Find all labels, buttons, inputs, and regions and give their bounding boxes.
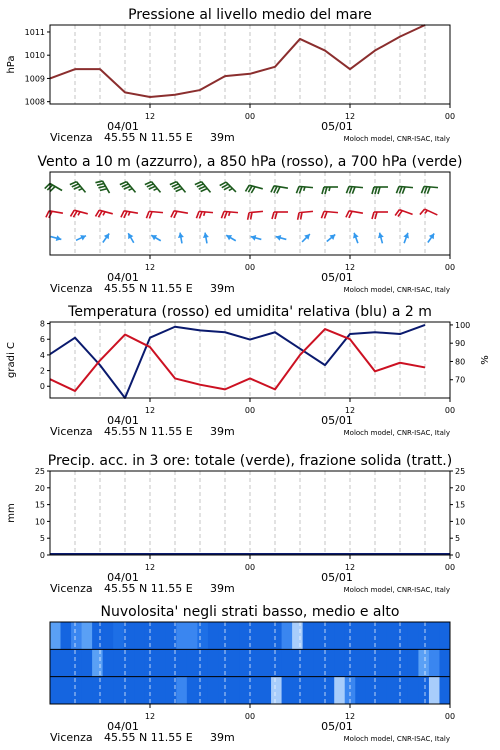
wind-barb-half xyxy=(129,189,133,191)
wind-barb-half xyxy=(329,187,330,191)
x-tick-label: 00 xyxy=(244,406,256,415)
wind-barb-feather xyxy=(70,182,77,185)
panel-3 xyxy=(6,453,465,595)
model-credit: Moloch model, CNR-ISAC, Italy xyxy=(343,135,450,143)
date-label: 05/01 xyxy=(321,720,353,733)
wind-barb-feather xyxy=(221,211,224,218)
date-label: 04/01 xyxy=(107,414,139,427)
x-tick-label: 00 xyxy=(244,563,256,572)
cloud-cell xyxy=(313,677,324,704)
panel-1 xyxy=(37,154,462,295)
cloud-cell xyxy=(208,649,219,676)
cloud-cell xyxy=(387,649,398,676)
x-tick-label: 12 xyxy=(144,712,156,721)
panel-2 xyxy=(6,304,491,438)
cloud-cell xyxy=(261,622,272,649)
cloud-cell xyxy=(292,649,303,676)
cloud-cell xyxy=(387,622,398,649)
panel-title: Vento a 10 m (azzurro), a 850 hPa (rosso), a 700 hPa (verde) xyxy=(37,154,463,170)
location-name: Vicenza xyxy=(50,282,93,295)
date-label: 05/01 xyxy=(321,414,353,427)
cloud-cell xyxy=(429,622,440,649)
cloud-cell xyxy=(113,677,124,704)
cloud-cell xyxy=(239,649,250,676)
cloud-cell xyxy=(103,649,114,676)
model-credit: Moloch model, CNR-ISAC, Italy xyxy=(343,586,450,594)
wind-barb-half xyxy=(103,212,105,216)
cloud-cell xyxy=(134,677,145,704)
location-elevation: 39m xyxy=(210,131,235,144)
cloud-cell xyxy=(239,677,250,704)
wind-barb-feather xyxy=(171,211,174,218)
cloud-cell xyxy=(397,622,408,649)
cloud-cell xyxy=(61,677,72,704)
cloud-cell xyxy=(187,677,198,704)
wind-barb-feather xyxy=(372,187,374,194)
cloud-cell xyxy=(176,622,187,649)
wind-barb-feather xyxy=(301,212,302,219)
model-credit: Moloch model, CNR-ISAC, Italy xyxy=(343,286,450,294)
cloud-cell xyxy=(429,649,440,676)
y-axis-label: hPa xyxy=(6,55,17,74)
wind-barb-feather xyxy=(296,186,299,193)
wind-barb-feather xyxy=(100,189,107,191)
panel-title: Temperatura (rosso) ed umidita' relativa (blu) a 2 m xyxy=(68,304,432,320)
wind-barb-feather xyxy=(420,209,425,214)
wind-barb-half xyxy=(128,212,130,216)
date-label: 04/01 xyxy=(107,120,139,133)
humidity-line xyxy=(50,325,425,398)
y-tick-label: 20 xyxy=(34,483,45,493)
y-tick-label: 25 xyxy=(34,467,45,476)
y-axis-label: mm xyxy=(6,503,17,523)
cloud-cell xyxy=(271,622,282,649)
cloud-cell xyxy=(92,622,103,649)
cloud-cell xyxy=(313,622,324,649)
cloud-cell xyxy=(292,677,303,704)
wind-barb-shaft xyxy=(249,211,263,212)
y-tick-label: 1009 xyxy=(24,74,45,84)
location-coords: 45.55 N 11.55 E xyxy=(104,425,193,438)
y2-tick-label: 70 xyxy=(455,375,466,385)
cloud-cell xyxy=(303,622,314,649)
cloud-cell xyxy=(271,649,282,676)
pressure-line xyxy=(50,25,425,97)
y2-tick-label: 90 xyxy=(455,339,466,349)
y2-tick-label: 20 xyxy=(455,483,466,493)
cloud-cell xyxy=(187,622,198,649)
cloud-cell xyxy=(229,622,240,649)
wind-barb-feather xyxy=(176,189,183,192)
y-tick-label: 4 xyxy=(39,350,45,360)
cloud-cell xyxy=(355,649,366,676)
cloud-cell xyxy=(376,649,387,676)
y2-tick-label: 15 xyxy=(455,500,466,510)
location-name: Vicenza xyxy=(50,731,93,744)
wind-barb-feather xyxy=(145,182,152,185)
y-tick-label: 6 xyxy=(39,335,45,345)
location-elevation: 39m xyxy=(210,425,235,438)
cloud-cell xyxy=(334,622,345,649)
panel-title: Pressione al livello medio del mare xyxy=(128,7,372,23)
wind-barb-feather xyxy=(372,212,374,219)
wind-barb-feather xyxy=(98,186,105,188)
wind-barb-feather xyxy=(248,213,249,220)
wind-barb-feather xyxy=(121,211,124,218)
cloud-cell xyxy=(82,649,93,676)
temperature-line xyxy=(50,329,425,391)
location-name: Vicenza xyxy=(50,582,93,595)
cloud-cell xyxy=(218,622,229,649)
cloud-cell xyxy=(71,649,82,676)
panel-title: Precip. acc. in 3 ore: totale (verde), frazione solida (tratt.) xyxy=(47,453,453,469)
cloud-cell xyxy=(50,622,61,649)
cloud-cell xyxy=(134,622,145,649)
wind-barb-feather xyxy=(201,189,208,192)
wind-barb-feather xyxy=(95,181,102,183)
x-tick-label: 12 xyxy=(344,263,356,272)
wind-barb-feather xyxy=(396,186,399,193)
x-tick-label: 00 xyxy=(444,712,456,721)
wind-barb-shaft xyxy=(299,211,313,212)
wind-barb-feather xyxy=(427,187,430,194)
y2-tick-label: 25 xyxy=(455,467,466,476)
y2-tick-label: 10 xyxy=(455,517,466,527)
cloud-cell xyxy=(439,649,450,676)
y2-tick-label: 0 xyxy=(455,551,461,560)
cloud-cell xyxy=(282,622,293,649)
x-tick-label: 12 xyxy=(344,563,356,572)
wind-barb-feather xyxy=(46,211,49,218)
cloud-cell xyxy=(261,649,272,676)
cloud-cell xyxy=(239,622,250,649)
wind-barb-feather xyxy=(321,211,324,218)
cloud-cell xyxy=(155,677,166,704)
cloud-cell xyxy=(113,649,124,676)
y-tick-label: 0 xyxy=(39,551,45,560)
cloud-cell xyxy=(103,622,114,649)
wind-barb-half xyxy=(154,189,158,191)
x-tick-label: 12 xyxy=(344,112,356,121)
cloud-cell xyxy=(439,622,450,649)
date-label: 05/01 xyxy=(321,271,353,284)
cloud-cell xyxy=(376,622,387,649)
wind-barb-feather xyxy=(275,212,277,219)
cloud-cell xyxy=(250,622,261,649)
wind-barb-feather xyxy=(251,212,252,219)
x-tick-label: 00 xyxy=(444,563,456,572)
x-tick-label: 00 xyxy=(444,263,456,272)
cloud-cell xyxy=(197,649,208,676)
wind-barb-feather xyxy=(277,187,280,194)
y-tick-label: 2 xyxy=(39,366,45,376)
y-tick-label: 0 xyxy=(39,382,45,392)
wind-barb-feather xyxy=(352,187,355,194)
cloud-cell xyxy=(408,622,419,649)
x-tick-label: 00 xyxy=(244,263,256,272)
wind-barb-half xyxy=(78,212,80,216)
panel-title: Nuvolosita' negli strati basso, medio e alto xyxy=(100,604,400,620)
wind-barb-feather xyxy=(421,186,424,193)
wind-barb-feather xyxy=(402,187,405,194)
x-tick-label: 00 xyxy=(444,406,456,415)
wind-barb-feather xyxy=(120,182,127,185)
cloud-cell xyxy=(229,649,240,676)
cloud-cell xyxy=(208,677,219,704)
cloud-cell xyxy=(261,677,272,704)
wind-arrow-10m-head xyxy=(378,233,384,239)
wind-barb-feather xyxy=(97,184,104,186)
wind-barb-feather xyxy=(375,212,377,219)
cloud-cell xyxy=(61,649,72,676)
cloud-cell xyxy=(197,622,208,649)
x-tick-label: 12 xyxy=(344,712,356,721)
cloud-cell xyxy=(71,622,82,649)
cloud-cell xyxy=(218,649,229,676)
wind-barb-feather xyxy=(272,212,274,219)
cloud-cell xyxy=(355,677,366,704)
y-tick-label: 1011 xyxy=(24,27,45,37)
y-tick-label: 5 xyxy=(39,534,45,544)
wind-barb-feather xyxy=(170,182,177,185)
wind-barb-feather xyxy=(346,186,349,193)
cloud-cell xyxy=(292,622,303,649)
cloud-cell xyxy=(218,677,229,704)
cloud-cell xyxy=(155,622,166,649)
x-tick-label: 00 xyxy=(244,712,256,721)
wind-arrow-10m-head xyxy=(56,235,62,241)
cloud-cell xyxy=(376,677,387,704)
cloud-cell xyxy=(113,622,124,649)
cloud-cell xyxy=(134,649,145,676)
y-tick-label: 10 xyxy=(34,517,45,527)
model-credit: Moloch model, CNR-ISAC, Italy xyxy=(343,429,450,437)
cloud-cell xyxy=(418,622,429,649)
cloud-cell xyxy=(208,622,219,649)
panel-0 xyxy=(6,7,455,144)
x-tick-label: 12 xyxy=(144,563,156,572)
location-coords: 45.55 N 11.55 E xyxy=(104,282,193,295)
y-axis-label: gradi C xyxy=(6,342,17,378)
cloud-cell xyxy=(92,677,103,704)
model-credit: Moloch model, CNR-ISAC, Italy xyxy=(343,735,450,743)
x-tick-label: 00 xyxy=(244,112,256,121)
wind-arrow-10m-head xyxy=(251,235,257,241)
wind-barb-feather xyxy=(195,182,202,185)
x-tick-label: 12 xyxy=(144,263,156,272)
cloud-cell xyxy=(82,677,93,704)
wind-arrow-10m-head xyxy=(276,235,282,241)
wind-barb-feather xyxy=(378,187,380,194)
cloud-cell xyxy=(229,677,240,704)
cloud-cell xyxy=(282,677,293,704)
cloud-cell xyxy=(397,677,408,704)
location-coords: 45.55 N 11.55 E xyxy=(104,131,193,144)
location-coords: 45.55 N 11.55 E xyxy=(104,731,193,744)
cloud-cell xyxy=(187,649,198,676)
date-label: 04/01 xyxy=(107,571,139,584)
cloud-cell xyxy=(387,677,398,704)
wind-barb-feather xyxy=(196,211,199,218)
wind-barb-half xyxy=(229,188,233,190)
cloud-cell xyxy=(176,649,187,676)
date-label: 04/01 xyxy=(107,271,139,284)
cloud-cell xyxy=(408,677,419,704)
y-tick-label: 1008 xyxy=(24,97,45,107)
x-tick-label: 12 xyxy=(144,112,156,121)
wind-barb-feather xyxy=(322,187,324,194)
cloud-cell xyxy=(439,677,450,704)
location-name: Vicenza xyxy=(50,425,93,438)
cloud-cell xyxy=(418,649,429,676)
wind-barb-feather xyxy=(298,213,299,220)
plot-frame xyxy=(50,25,450,104)
y2-tick-label: 80 xyxy=(455,357,466,367)
cloud-cell xyxy=(271,677,282,704)
cloud-cell xyxy=(397,649,408,676)
y-tick-label: 15 xyxy=(34,500,45,510)
y2-tick-label: 5 xyxy=(455,534,461,544)
cloud-cell xyxy=(334,649,345,676)
cloud-cell xyxy=(155,649,166,676)
cloud-cell xyxy=(418,677,429,704)
date-label: 05/01 xyxy=(321,120,353,133)
wind-barb-half xyxy=(79,189,83,191)
cloud-cell xyxy=(103,677,114,704)
cloud-cell xyxy=(334,677,345,704)
x-tick-label: 12 xyxy=(144,406,156,415)
cloud-cell xyxy=(176,677,187,704)
cloud-cell xyxy=(71,677,82,704)
cloud-cell xyxy=(92,649,103,676)
cloud-cell xyxy=(282,649,293,676)
cloud-cell xyxy=(61,622,72,649)
cloud-cell xyxy=(303,649,314,676)
x-tick-label: 12 xyxy=(344,406,356,415)
date-label: 04/01 xyxy=(107,720,139,733)
cloud-cell xyxy=(429,677,440,704)
wind-barb-feather xyxy=(146,211,149,218)
location-coords: 45.55 N 11.55 E xyxy=(104,582,193,595)
y2-axis-label: % xyxy=(480,355,491,365)
wind-barb-feather xyxy=(346,211,349,218)
cloud-cell xyxy=(197,677,208,704)
y2-tick-label: 100 xyxy=(455,320,471,330)
date-label: 05/01 xyxy=(321,571,353,584)
y-tick-label: 1010 xyxy=(24,51,45,61)
cloud-cell xyxy=(50,649,61,676)
cloud-cell xyxy=(408,649,419,676)
cloud-cell xyxy=(250,649,261,676)
cloud-cell xyxy=(250,677,261,704)
cloud-cell xyxy=(50,677,61,704)
location-name: Vicenza xyxy=(50,131,93,144)
location-elevation: 39m xyxy=(210,282,235,295)
location-elevation: 39m xyxy=(210,582,235,595)
y-tick-label: 8 xyxy=(39,319,45,329)
cloud-cell xyxy=(303,677,314,704)
wind-barb-feather xyxy=(271,186,274,193)
cloud-cell xyxy=(313,649,324,676)
panel-4 xyxy=(50,604,455,744)
x-tick-label: 00 xyxy=(444,112,456,121)
location-elevation: 39m xyxy=(210,731,235,744)
cloud-cell xyxy=(355,622,366,649)
cloud-cell xyxy=(82,622,93,649)
